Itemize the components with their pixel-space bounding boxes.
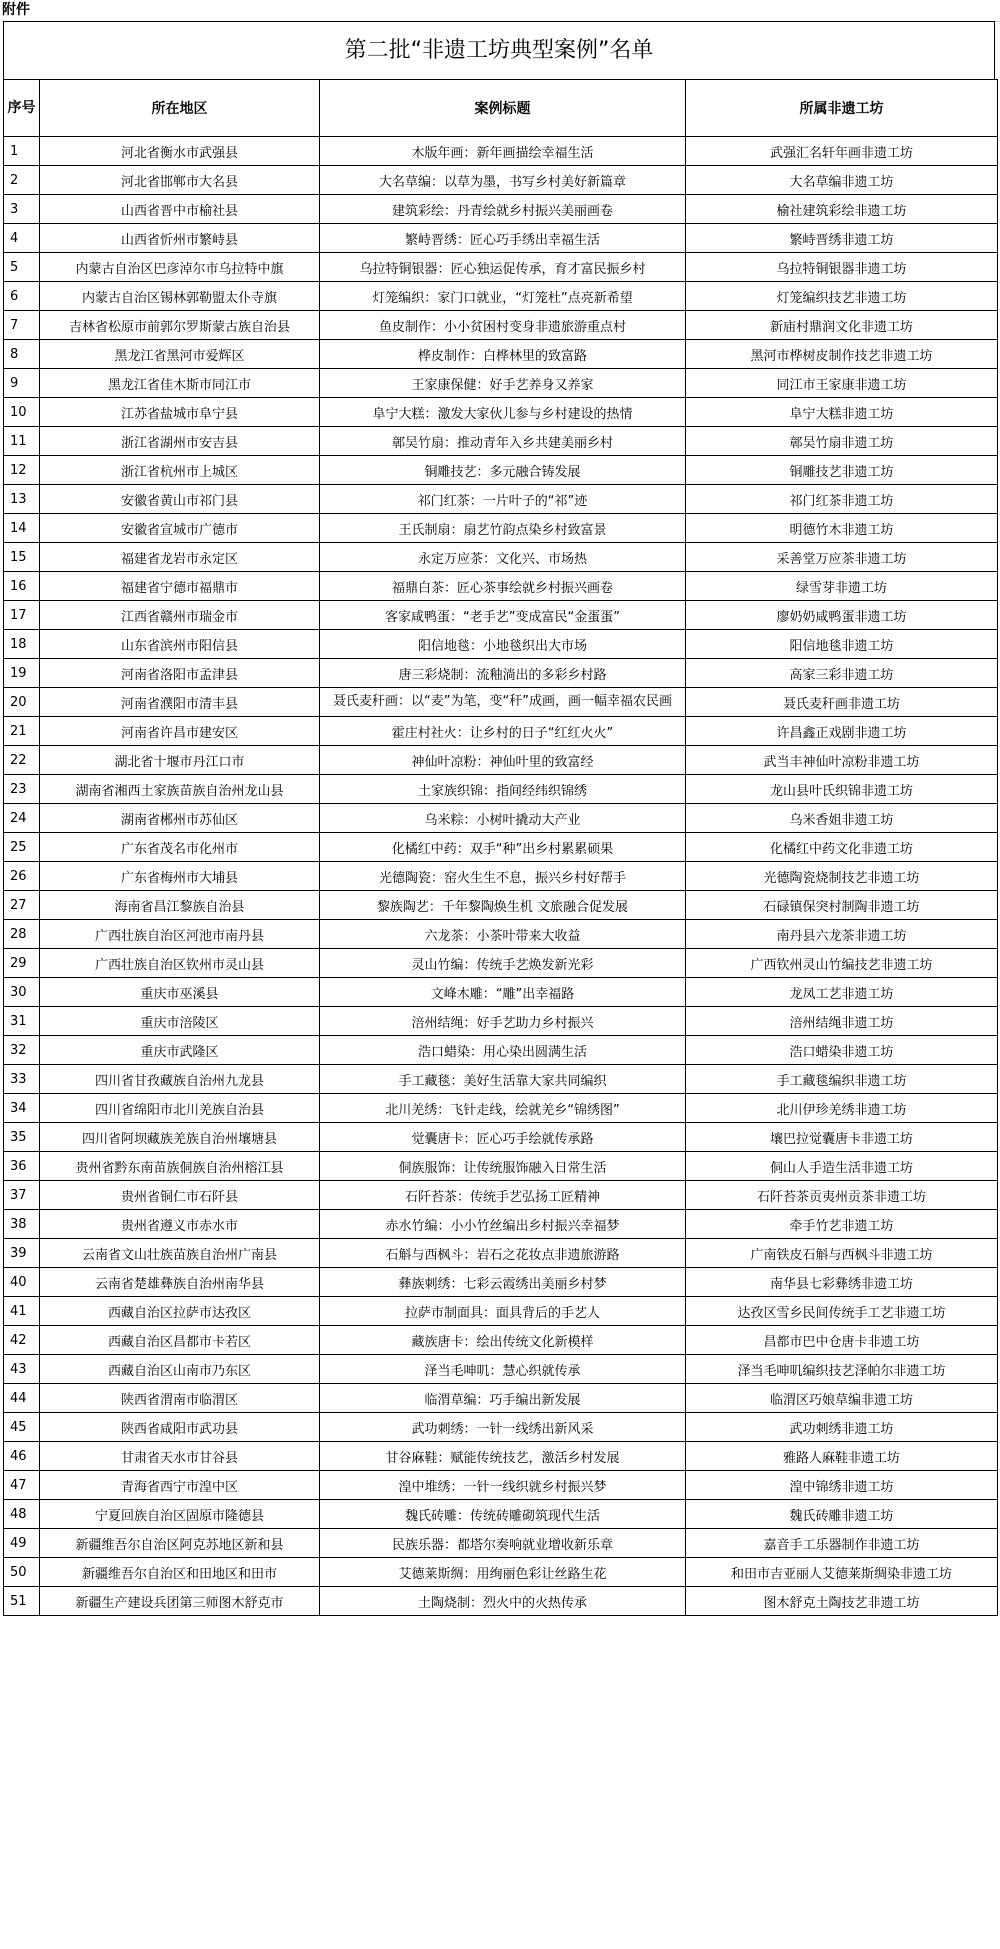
cell-workshop: 铜雕技艺非遗工坊 [686,456,998,485]
cell-case-title: 甘谷麻鞋：赋能传统技艺，激活乡村发展 [320,1442,686,1471]
table-row [4,1442,998,1471]
table-row [4,717,998,746]
table-row [4,485,998,514]
table-row [4,1268,998,1297]
table-row [4,1558,998,1587]
table-row [4,340,998,369]
cell-seq: 21 [4,717,40,746]
cell-workshop: 龙山县叶氏织锦非遗工坊 [686,775,998,804]
table-row [4,1384,998,1413]
cell-case-title: 唐三彩烧制：流釉淌出的多彩乡村路 [320,659,686,688]
cell-seq: 2 [4,166,40,195]
table-row [4,1181,998,1210]
table-row [4,920,998,949]
cell-region: 云南省文山壮族苗族自治州广南县 [40,1239,320,1268]
cell-seq: 36 [4,1152,40,1181]
cell-region: 河北省衡水市武强县 [40,137,320,166]
cell-region: 四川省绵阳市北川羌族自治县 [40,1094,320,1123]
cell-case-title: 泽当毛呻叽：慧心织就传承 [320,1355,686,1384]
cell-workshop: 灯笼编织技艺非遗工坊 [686,282,998,311]
cell-region: 浙江省湖州市安吉县 [40,427,320,456]
cell-case-title: 手工藏毯：美好生活靠大家共同编织 [320,1065,686,1094]
cell-workshop: 南丹县六龙茶非遗工坊 [686,920,998,949]
cell-workshop: 祁门红茶非遗工坊 [686,485,998,514]
cell-workshop: 湟中锦绣非遗工坊 [686,1471,998,1500]
cell-workshop: 石碌镇保突村制陶非遗工坊 [686,891,998,920]
table-row [4,1529,998,1558]
cell-case-title: 鄣吴竹扇：推动青年入乡共建美丽乡村 [320,427,686,456]
cell-case-title: 灵山竹编：传统手艺焕发新光彩 [320,949,686,978]
cell-case-title: 觉囊唐卡：匠心巧手绘就传承路 [320,1123,686,1152]
cell-seq: 10 [4,398,40,427]
table-row [4,833,998,862]
table-row [4,601,998,630]
cell-seq: 49 [4,1529,40,1558]
cell-workshop: 武当丰神仙叶凉粉非遗工坊 [686,746,998,775]
cell-region: 宁夏回族自治区固原市隆德县 [40,1500,320,1529]
table-row [4,1152,998,1181]
table-row [4,1326,998,1355]
header-case-title: 案例标题 [320,80,686,137]
cell-workshop: 壤巴拉觉囊唐卡非遗工坊 [686,1123,998,1152]
table-row [4,862,998,891]
table-row [4,427,998,456]
cell-seq: 7 [4,311,40,340]
cell-case-title: 建筑彩绘：丹青绘就乡村振兴美丽画卷 [320,195,686,224]
cell-seq: 13 [4,485,40,514]
cell-case-title: 民族乐器：都塔尔奏响就业增收新乐章 [320,1529,686,1558]
cell-region: 重庆市巫溪县 [40,978,320,1007]
cell-workshop: 南华县七彩彝绣非遗工坊 [686,1268,998,1297]
cell-case-title: 土陶烧制：烈火中的火热传承 [320,1587,686,1616]
cell-seq: 17 [4,601,40,630]
cell-seq: 51 [4,1587,40,1616]
table-row [4,1500,998,1529]
cell-region: 陕西省咸阳市武功县 [40,1413,320,1442]
cell-region: 江西省赣州市瑞金市 [40,601,320,630]
case-table [3,79,998,1616]
cell-seq: 41 [4,1297,40,1326]
cell-workshop: 昌都市巴中仓唐卡非遗工坊 [686,1326,998,1355]
cell-case-title: 铜雕技艺：多元融合铸发展 [320,456,686,485]
cell-workshop: 雅路人麻鞋非遗工坊 [686,1442,998,1471]
table-row [4,804,998,833]
table-row [4,166,998,195]
cell-workshop: 乌拉特铜银器非遗工坊 [686,253,998,282]
table-row [4,1413,998,1442]
cell-case-title: 王家康保健：好手艺养身又养家 [320,369,686,398]
cell-seq: 29 [4,949,40,978]
cell-seq: 37 [4,1181,40,1210]
table-row [4,282,998,311]
cell-seq: 23 [4,775,40,804]
cell-case-title: 聂氏麦秆画：以“麦”为笔，变“秆”成画，画一幅幸福农民画 [320,688,686,717]
table-row [4,543,998,572]
cell-workshop: 武强汇名轩年画非遗工坊 [686,137,998,166]
cell-region: 浙江省杭州市上城区 [40,456,320,485]
header-region: 所在地区 [40,80,320,137]
cell-seq: 8 [4,340,40,369]
header-workshop: 所属非遗工坊 [686,80,998,137]
cell-case-title: 北川羌绣：飞针走线，绘就羌乡“锦绣图” [320,1094,686,1123]
cell-region: 山西省晋中市榆社县 [40,195,320,224]
cell-region: 黑龙江省佳木斯市同江市 [40,369,320,398]
table-row [4,195,998,224]
cell-seq: 35 [4,1123,40,1152]
cell-seq: 18 [4,630,40,659]
cell-workshop: 广南铁皮石斛与西枫斗非遗工坊 [686,1239,998,1268]
cell-workshop: 魏氏砖雕非遗工坊 [686,1500,998,1529]
cell-region: 西藏自治区拉萨市达孜区 [40,1297,320,1326]
cell-workshop: 廖奶奶咸鸭蛋非遗工坊 [686,601,998,630]
cell-seq: 26 [4,862,40,891]
table-row [4,1007,998,1036]
cell-region: 云南省楚雄彝族自治州南华县 [40,1268,320,1297]
attachment-label: 附件 [2,0,1000,22]
cell-region: 安徽省黄山市祁门县 [40,485,320,514]
cell-workshop: 侗山人手造生活非遗工坊 [686,1152,998,1181]
header-seq: 序号 [4,80,40,137]
cell-region: 河南省洛阳市孟津县 [40,659,320,688]
cell-region: 安徽省宣城市广德市 [40,514,320,543]
cell-case-title: 石阡苔茶：传统手艺弘扬工匠精神 [320,1181,686,1210]
cell-seq: 20 [4,688,40,717]
cell-seq: 16 [4,572,40,601]
cell-workshop: 和田市吉亚丽人艾德莱斯绸染非遗工坊 [686,1558,998,1587]
cell-workshop: 北川伊珍羌绣非遗工坊 [686,1094,998,1123]
cell-seq: 11 [4,427,40,456]
cell-region: 四川省阿坝藏族羌族自治州壤塘县 [40,1123,320,1152]
cell-region: 福建省龙岩市永定区 [40,543,320,572]
cell-workshop: 达孜区雪乡民间传统手工艺非遗工坊 [686,1297,998,1326]
cell-region: 甘肃省天水市甘谷县 [40,1442,320,1471]
table-row [4,369,998,398]
cell-region: 西藏自治区山南市乃东区 [40,1355,320,1384]
cell-workshop: 牵手竹艺非遗工坊 [686,1210,998,1239]
table-row [4,630,998,659]
cell-case-title: 文峰木雕：“雕”出幸福路 [320,978,686,1007]
cell-seq: 3 [4,195,40,224]
table-row [4,659,998,688]
cell-region: 新疆生产建设兵团第三师图木舒克市 [40,1587,320,1616]
cell-case-title: 石斛与西枫斗：岩石之花妆点非遗旅游路 [320,1239,686,1268]
case-list-sheet [3,21,995,1616]
cell-region: 贵州省铜仁市石阡县 [40,1181,320,1210]
cell-case-title: 永定万应茶：文化兴、市场热 [320,543,686,572]
cell-region: 西藏自治区昌都市卡若区 [40,1326,320,1355]
table-row [4,1065,998,1094]
table-row [4,137,998,166]
cell-case-title: 彝族刺绣：七彩云霞绣出美丽乡村梦 [320,1268,686,1297]
table-row [4,688,998,717]
cell-case-title: 鱼皮制作：小小贫困村变身非遗旅游重点村 [320,311,686,340]
cell-region: 新疆维吾尔自治区阿克苏地区新和县 [40,1529,320,1558]
cell-workshop: 嘉音手工乐器制作非遗工坊 [686,1529,998,1558]
cell-seq: 15 [4,543,40,572]
table-row [4,253,998,282]
cell-workshop: 聂氏麦秆画非遗工坊 [686,688,998,717]
cell-seq: 39 [4,1239,40,1268]
cell-case-title: 侗族服饰：让传统服饰融入日常生活 [320,1152,686,1181]
table-row [4,398,998,427]
table-row [4,1123,998,1152]
cell-seq: 33 [4,1065,40,1094]
cell-workshop: 绿雪芽非遗工坊 [686,572,998,601]
table-row [4,1587,998,1616]
cell-region: 江苏省盐城市阜宁县 [40,398,320,427]
cell-workshop: 涪州结绳非遗工坊 [686,1007,998,1036]
cell-workshop: 黑河市桦树皮制作技艺非遗工坊 [686,340,998,369]
cell-case-title: 涪州结绳：好手艺助力乡村振兴 [320,1007,686,1036]
cell-workshop: 乌米香姐非遗工坊 [686,804,998,833]
table-body [4,137,998,1616]
cell-region: 广西壮族自治区钦州市灵山县 [40,949,320,978]
table-header-row [4,80,998,137]
cell-workshop: 临渭区巧娘草编非遗工坊 [686,1384,998,1413]
cell-case-title: 桦皮制作：白桦林里的致富路 [320,340,686,369]
cell-workshop: 阜宁大糕非遗工坊 [686,398,998,427]
cell-seq: 48 [4,1500,40,1529]
cell-workshop: 光德陶瓷烧制技艺非遗工坊 [686,862,998,891]
table-row [4,1355,998,1384]
cell-region: 河北省邯郸市大名县 [40,166,320,195]
cell-workshop: 榆社建筑彩绘非遗工坊 [686,195,998,224]
cell-seq: 5 [4,253,40,282]
table-row [4,1036,998,1065]
cell-seq: 28 [4,920,40,949]
cell-case-title: 浩口蜡染：用心染出圆满生活 [320,1036,686,1065]
cell-case-title: 拉萨市制面具：面具背后的手艺人 [320,1297,686,1326]
cell-region: 福建省宁德市福鼎市 [40,572,320,601]
cell-workshop: 明德竹木非遗工坊 [686,514,998,543]
cell-region: 青海省西宁市湟中区 [40,1471,320,1500]
cell-case-title: 魏氏砖雕：传统砖雕砌筑现代生活 [320,1500,686,1529]
cell-case-title: 客家咸鸭蛋：“老手艺”变成富民“金蛋蛋” [320,601,686,630]
cell-seq: 40 [4,1268,40,1297]
cell-case-title: 神仙叶凉粉：神仙叶里的致富经 [320,746,686,775]
cell-case-title: 阳信地毯：小地毯织出大市场 [320,630,686,659]
cell-region: 四川省甘孜藏族自治州九龙县 [40,1065,320,1094]
cell-seq: 25 [4,833,40,862]
cell-region: 重庆市武隆区 [40,1036,320,1065]
table-row [4,1471,998,1500]
cell-region: 贵州省黔东南苗族侗族自治州榕江县 [40,1152,320,1181]
cell-seq: 6 [4,282,40,311]
cell-region: 河南省许昌市建安区 [40,717,320,746]
cell-region: 海南省昌江黎族自治县 [40,891,320,920]
cell-region: 贵州省遵义市赤水市 [40,1210,320,1239]
cell-case-title: 黎族陶艺：千年黎陶焕生机 文旅融合促发展 [320,891,686,920]
table-row [4,891,998,920]
cell-workshop: 石阡苔茶贡夷州贡茶非遗工坊 [686,1181,998,1210]
cell-case-title: 化橘红中药：双手“种”出乡村累累硕果 [320,833,686,862]
cell-workshop: 高家三彩非遗工坊 [686,659,998,688]
cell-seq: 38 [4,1210,40,1239]
cell-region: 吉林省松原市前郭尔罗斯蒙古族自治县 [40,311,320,340]
cell-seq: 47 [4,1471,40,1500]
cell-region: 湖南省湘西土家族苗族自治州龙山县 [40,775,320,804]
cell-region: 山西省忻州市繁峙县 [40,224,320,253]
cell-region: 新疆维吾尔自治区和田地区和田市 [40,1558,320,1587]
table-row [4,224,998,253]
cell-region: 广西壮族自治区河池市南丹县 [40,920,320,949]
cell-seq: 44 [4,1384,40,1413]
table-row [4,456,998,485]
cell-case-title: 艾德莱斯绸：用绚丽色彩让丝路生花 [320,1558,686,1587]
cell-region: 湖南省郴州市苏仙区 [40,804,320,833]
cell-seq: 9 [4,369,40,398]
document-title: 第二批“非遗工坊典型案例”名单 [3,21,995,79]
cell-region: 重庆市涪陵区 [40,1007,320,1036]
cell-region: 内蒙古自治区锡林郭勒盟太仆寺旗 [40,282,320,311]
cell-seq: 12 [4,456,40,485]
table-row [4,1094,998,1123]
table-row [4,978,998,1007]
cell-region: 陕西省渭南市临渭区 [40,1384,320,1413]
cell-workshop: 手工藏毯编织非遗工坊 [686,1065,998,1094]
cell-case-title: 藏族唐卡：绘出传统文化新模样 [320,1326,686,1355]
cell-case-title: 赤水竹编：小小竹丝编出乡村振兴幸福梦 [320,1210,686,1239]
cell-region: 广东省梅州市大埔县 [40,862,320,891]
table-row [4,746,998,775]
table-row [4,1239,998,1268]
cell-seq: 1 [4,137,40,166]
cell-case-title: 光德陶瓷：窑火生生不息，振兴乡村好帮手 [320,862,686,891]
cell-region: 湖北省十堰市丹江口市 [40,746,320,775]
cell-case-title: 王氏制扇：扇艺竹韵点染乡村致富景 [320,514,686,543]
cell-seq: 31 [4,1007,40,1036]
cell-seq: 42 [4,1326,40,1355]
cell-region: 内蒙古自治区巴彦淖尔市乌拉特中旗 [40,253,320,282]
cell-case-title: 祁门红茶：一片叶子的“祁”迹 [320,485,686,514]
cell-seq: 27 [4,891,40,920]
cell-seq: 50 [4,1558,40,1587]
cell-case-title: 大名草编：以草为墨，书写乡村美好新篇章 [320,166,686,195]
cell-workshop: 阳信地毯非遗工坊 [686,630,998,659]
cell-seq: 43 [4,1355,40,1384]
cell-region: 河南省濮阳市清丰县 [40,688,320,717]
cell-workshop: 浩口蜡染非遗工坊 [686,1036,998,1065]
cell-workshop: 广西钦州灵山竹编技艺非遗工坊 [686,949,998,978]
cell-workshop: 繁峙晋绣非遗工坊 [686,224,998,253]
table-row [4,572,998,601]
cell-case-title: 灯笼编织：家门口就业，“灯笼杜”点亮新希望 [320,282,686,311]
cell-case-title: 乌拉特铜银器：匠心独运促传承，育才富民振乡村 [320,253,686,282]
cell-case-title: 六龙茶：小茶叶带来大收益 [320,920,686,949]
cell-seq: 45 [4,1413,40,1442]
cell-case-title: 繁峙晋绣：匠心巧手绣出幸福生活 [320,224,686,253]
cell-seq: 4 [4,224,40,253]
cell-workshop: 大名草编非遗工坊 [686,166,998,195]
cell-case-title: 湟中堆绣：一针一线织就乡村振兴梦 [320,1471,686,1500]
cell-seq: 24 [4,804,40,833]
cell-case-title: 木版年画：新年画描绘幸福生活 [320,137,686,166]
table-row [4,1297,998,1326]
table-row [4,311,998,340]
cell-workshop: 图木舒克土陶技艺非遗工坊 [686,1587,998,1616]
cell-region: 黑龙江省黑河市爱辉区 [40,340,320,369]
cell-workshop: 化橘红中药文化非遗工坊 [686,833,998,862]
cell-workshop: 鄣吴竹扇非遗工坊 [686,427,998,456]
cell-workshop: 许昌鑫正戏剧非遗工坊 [686,717,998,746]
cell-case-title: 阜宁大糕：激发大家伙儿参与乡村建设的热情 [320,398,686,427]
cell-seq: 30 [4,978,40,1007]
cell-workshop: 龙凤工艺非遗工坊 [686,978,998,1007]
cell-seq: 46 [4,1442,40,1471]
cell-case-title: 福鼎白茶：匠心茶事绘就乡村振兴画卷 [320,572,686,601]
cell-case-title: 霍庄村社火：让乡村的日子“红红火火” [320,717,686,746]
table-row [4,949,998,978]
cell-workshop: 武功刺绣非遗工坊 [686,1413,998,1442]
cell-workshop: 泽当毛呻叽编织技艺泽帕尔非遗工坊 [686,1355,998,1384]
cell-seq: 32 [4,1036,40,1065]
table-row [4,514,998,543]
cell-case-title: 武功刺绣：一针一线绣出新风采 [320,1413,686,1442]
cell-workshop: 采善堂万应茶非遗工坊 [686,543,998,572]
cell-region: 广东省茂名市化州市 [40,833,320,862]
cell-region: 山东省滨州市阳信县 [40,630,320,659]
cell-workshop: 新庙村鼎润文化非遗工坊 [686,311,998,340]
cell-case-title: 土家族织锦：指间经纬织锦绣 [320,775,686,804]
cell-case-title: 临渭草编：巧手编出新发展 [320,1384,686,1413]
cell-seq: 22 [4,746,40,775]
table-row [4,775,998,804]
cell-workshop: 同江市王家康非遗工坊 [686,369,998,398]
table-row [4,1210,998,1239]
cell-seq: 14 [4,514,40,543]
cell-seq: 34 [4,1094,40,1123]
cell-case-title: 乌米粽：小树叶撬动大产业 [320,804,686,833]
cell-seq: 19 [4,659,40,688]
